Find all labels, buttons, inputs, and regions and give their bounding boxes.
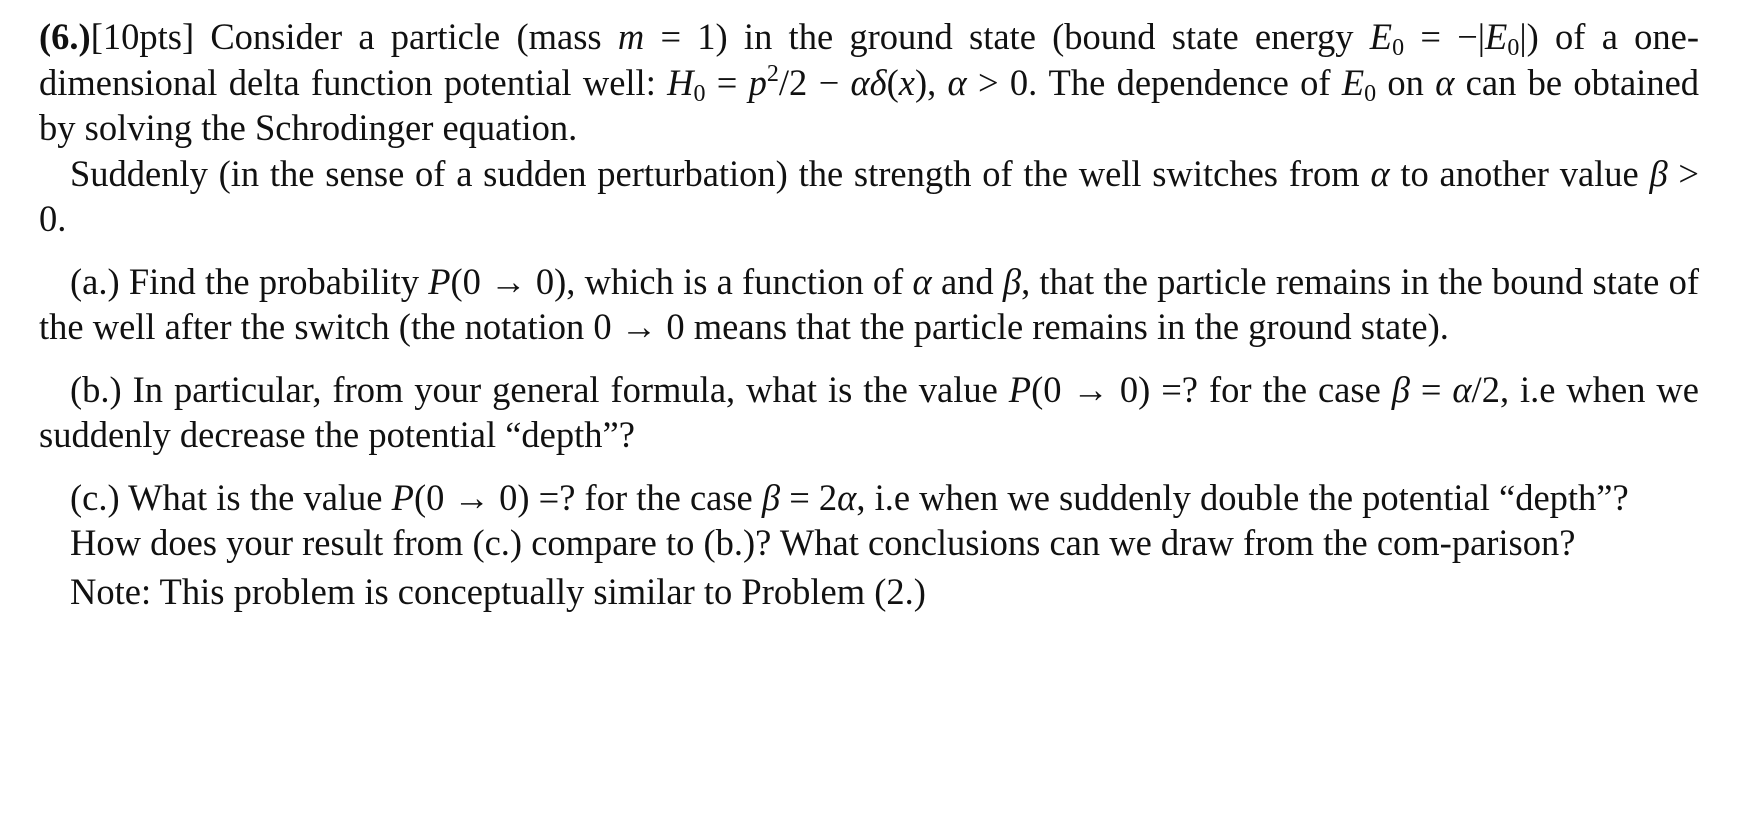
compare-paragraph: How does your result from (c.) compare to (b.)? What conclusions can we draw from the com-parison? <box>70 522 1576 563</box>
math-alpha: α <box>1435 61 1455 103</box>
note-paragraph: Note: This problem is conceptually similar to Problem (2.) <box>70 570 926 612</box>
part-c-text: , i.e when we suddenly double the potential “depth”? <box>856 476 1629 518</box>
sudden-text: to another value <box>1389 152 1650 194</box>
math-beta: β <box>1002 260 1022 302</box>
part-a-text: Find the probability <box>119 260 429 302</box>
part-a-text: , that the particle remains in the bound state of the well after the switch (the notation 0 → 0 means that the particle remains in the ground state). <box>39 260 1700 347</box>
math-p: p <box>748 61 767 103</box>
intro-text: Consider a particle (mass <box>194 16 618 57</box>
part-c-label: (c.) <box>70 476 120 518</box>
math-x: x <box>898 61 915 103</box>
math-eq: = −| <box>1404 16 1486 57</box>
math-E0: E <box>1369 16 1393 57</box>
math-eq: /2 − <box>778 61 851 103</box>
math-eq: ( <box>886 61 899 103</box>
math-alpha: α <box>947 61 967 103</box>
part-a-text: , which is a function of <box>566 260 913 302</box>
part-b-label: (b.) <box>70 368 122 410</box>
math-H: H <box>667 61 694 103</box>
math-subscript: 0 <box>1392 35 1405 61</box>
sudden-text: Suddenly (in the sense of a sudden perturbation) the strength of the well switches from <box>70 152 1371 194</box>
part-b <box>39 367 1699 458</box>
math-P: P <box>391 476 414 518</box>
math-eq: (0 → 0) <box>450 260 567 302</box>
math-P: P <box>428 260 451 302</box>
problem-document <box>39 14 1699 614</box>
math-E0: E <box>1341 61 1365 103</box>
intro-text: ) in the ground state (bound state energy <box>715 16 1370 57</box>
intro-text: > 0. The dependence of <box>966 61 1331 103</box>
math-eq: = 1 <box>644 16 716 57</box>
problem-points: [10pts] <box>90 16 195 57</box>
math-eq: |) <box>1519 16 1539 57</box>
math-alpha: α <box>912 260 932 302</box>
part-c-text: for the case <box>575 476 762 518</box>
math-eq: (0 → 0) =? <box>413 476 576 518</box>
math-eq: /2, <box>1471 368 1510 410</box>
math-eq: = <box>1409 368 1453 410</box>
math-eq: ), <box>914 61 948 103</box>
math-alpha: α <box>837 476 857 518</box>
intro-text: on <box>1376 61 1436 103</box>
math-eq: = <box>705 61 749 103</box>
math-eq: = 2 <box>780 476 838 518</box>
math-beta: β <box>1391 368 1410 410</box>
part-c-text: What is the value <box>119 476 392 518</box>
math-subscript: 0 <box>1364 80 1377 107</box>
math-m: m <box>617 16 645 57</box>
math-eq: (0 → 0) =? <box>1031 368 1198 410</box>
math-beta: β <box>1649 152 1668 194</box>
math-superscript: 2 <box>766 60 779 87</box>
part-a <box>39 259 1699 350</box>
math-P: P <box>1008 368 1032 410</box>
math-alpha-delta: αδ <box>850 61 887 103</box>
math-beta: β <box>761 476 781 518</box>
sudden-text: > 0. <box>39 152 1699 239</box>
math-alpha: α <box>1452 368 1472 410</box>
part-b-text: In particular, from your general formula, what is the value <box>121 368 1009 410</box>
part-b-text: for the case <box>1198 368 1392 410</box>
part-c <box>39 475 1699 521</box>
part-a-text: and <box>931 260 1003 302</box>
part-a-label: (a.) <box>70 260 120 302</box>
problem-intro <box>39 14 1699 151</box>
math-subscript: 0 <box>1507 35 1520 61</box>
math-E0: E <box>1485 16 1508 57</box>
problem-number: (6.) <box>39 16 91 57</box>
intro-text: can be obtained by solving the Schrodinger equation. <box>39 61 1700 148</box>
sudden-paragraph <box>39 151 1699 242</box>
part-b-text: i.e when we suddenly decrease the potential “depth”? <box>39 368 1699 455</box>
intro-text: of a one-dimensional delta function potential well: <box>39 16 1699 103</box>
math-subscript: 0 <box>693 80 706 107</box>
math-alpha: α <box>1370 152 1390 194</box>
